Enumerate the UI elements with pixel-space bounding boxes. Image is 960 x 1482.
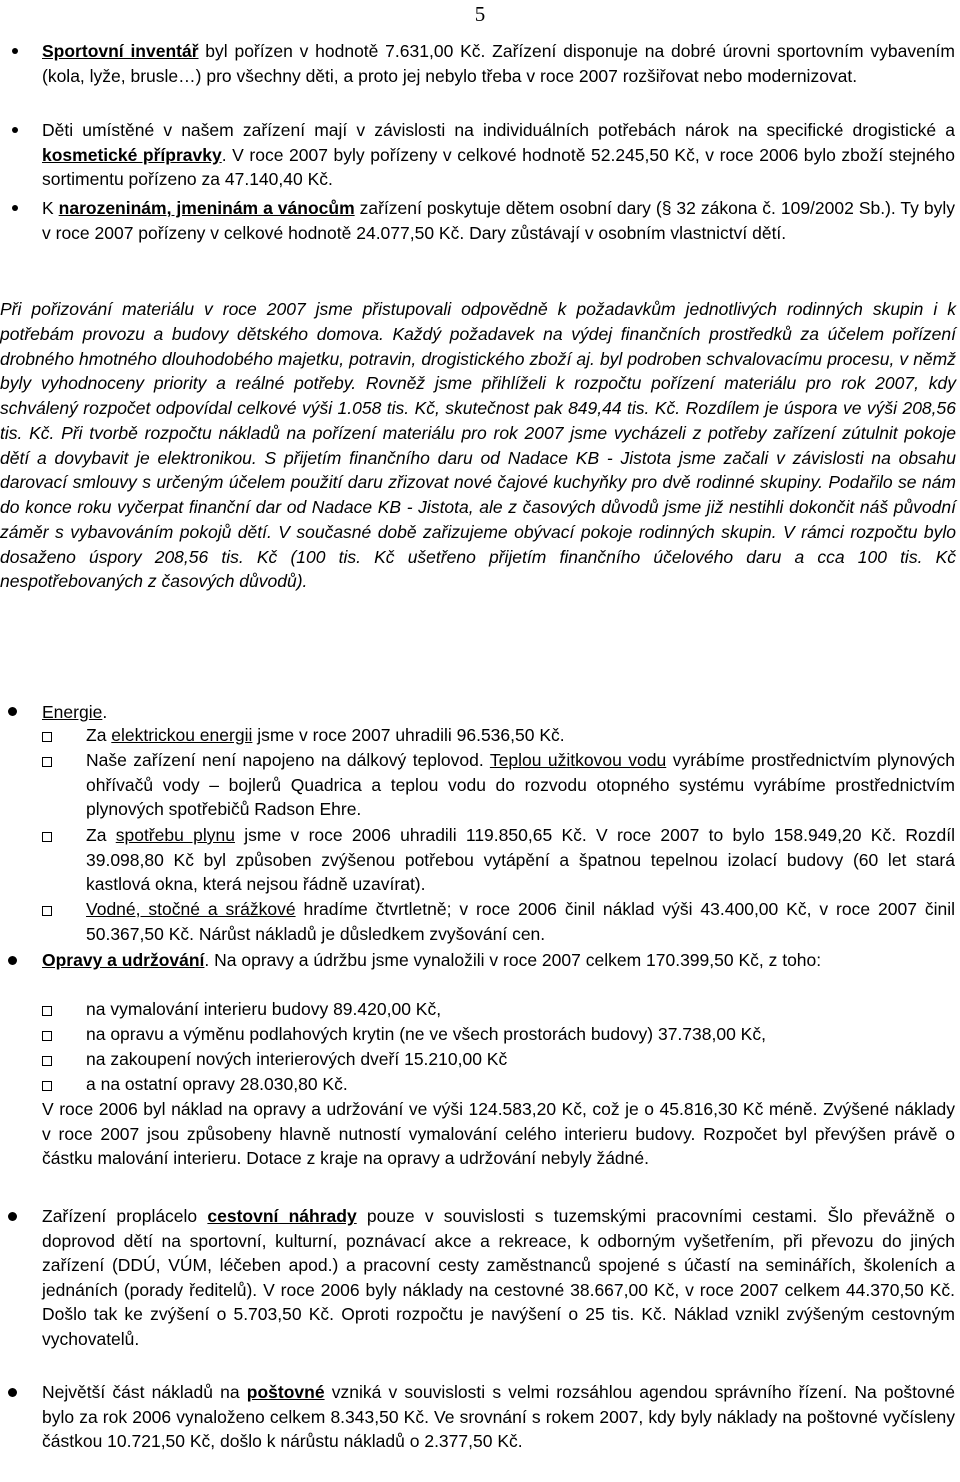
checkbox-icon bbox=[42, 1081, 52, 1091]
energy-item-post: vyrábíme prostřednictvím plynových ohřívačů vody – bojlerů Quadrica a teplou vodu do rozvodu otopného systému vyrábíme prostřednictvím plynových spotřebičů Radson Ehre. bbox=[86, 750, 955, 820]
repairs-item: a na ostatní opravy 28.030,80 Kč. bbox=[86, 1074, 348, 1094]
gifts-paragraph bbox=[42, 196, 955, 245]
italic-paragraph: Při pořizování materiálu v roce 2007 jsme přistupovali odpovědně k požadavkům jednotlivých rodinných skupin i k potřebám provozu a budovy dětského domova. Každý požadavek na výdej finančních prostředků za účelem pořízení drobného hmotného dlouhodobého majetku, potravin, drogistického zboží aj. byl podroben schvalovacímu procesu, v němž byly vyhodnoceny priority a reálné potřeby. Rovněž jsme přihlíželi k rozpočtu pořízení materiálu pro rok 2007, kdy schválený rozpočet odpovídal celkové výši 1.058 tis. Kč, skutečnost pak 849,44 tis. Kč. Rozdílem je úspora ve výši 208,56 tis. Kč. Při tvorbě rozpočtu nákladů na pořízení materiálu pro rok 2007 jsme vycházeli z potřeby zařízení zútulnit pokoje dětí a dovybavit je elektronikou. S přijetím finančního daru od Nadace KB - Jistota jsme začali v závislosti na obsahu darovací smlouvy s určeným účelem použití daru zřizovat nové čajové kuchyňky pro dvě rodinné skupiny. Podařilo se nám do konce roku vyčerpat finanční dar od Nadace KB - Jistota, ale z časových důvodů jsme již nestihli dokončit náš původní záměr s vybavováním pokojů dětí. V současné době zařizujeme obývací pokoje rodinných skupin. V rámci rozpočtu bylo dosaženo úspory 208,56 tis. Kč (100 tis. Kč ušetřeno přijetím finančního účelového daru a cca 100 tis. Kč nespotřebovaných z časových důvodů). bbox=[0, 299, 956, 592]
energy-item-post: jsme v roce 2006 uhradili 119.850,65 Kč. V roce 2007 to bylo 158.949,20 Kč. Rozdíl 39.098,80 Kč byl způsoben zvýšenou potřebou vytápění a špatnou tepelnou izolací budovy (60 let stará kastlová okna, která nejsou řádně uzavírat). bbox=[86, 825, 955, 895]
energy-item-link: elektrickou energii bbox=[111, 725, 253, 745]
repairs-heading bbox=[42, 948, 955, 973]
drugstore-text-a: Děti umístěné v našem zařízení mají v závislosti na individuálních potřebách nárok na specifické drogistické a bbox=[42, 120, 955, 140]
energy-item bbox=[86, 823, 955, 897]
postage-paragraph bbox=[42, 1380, 955, 1454]
checkbox-icon bbox=[42, 832, 52, 842]
repairs-item: na vymalování interieru budovy 89.420,00 Kč, bbox=[86, 999, 442, 1019]
postage-link: poštovné bbox=[246, 1382, 325, 1402]
energy-item-pre: Za bbox=[86, 825, 116, 845]
repairs-outro: V roce 2006 byl náklad na opravy a udržování ve výši 124.583,20 Kč, což je o 45.816,30 Kč méně. Zvýšené náklady v roce 2007 jsou způsobeny hlavně nutností vymalování celého interieru budovy. Rozpočet byl převýšen právě o částku malování interieru. Dotace z kraje na opravy a udržování nebyly žádné. bbox=[42, 1099, 955, 1169]
gifts-text-a: K bbox=[42, 198, 59, 218]
bullet-icon bbox=[8, 1388, 17, 1397]
postage-text-b: vzniká v souvislosti s velmi rozsáhlou agendou správního řízení. Na poštovné bylo za rok 2006 vynaloženo celkem 8.343,50 Kč. Ve srovnání s rokem 2007, kdy byly náklady na poštovné vyčísleny částkou 10.721,50 Kč, došlo k nárůstu nákladů o 2.377,50 Kč. bbox=[42, 1382, 955, 1452]
gifts-link: narozeninám, jmeninám a vánocům bbox=[58, 198, 355, 218]
checkbox-icon bbox=[42, 1056, 52, 1066]
repairs-intro: . Na opravy a údržbu jsme vynaložili v roce 2007 celkem 170.399,50 Kč, z toho: bbox=[204, 950, 822, 970]
repairs-title: Opravy a udržování bbox=[42, 950, 205, 970]
travel-link: cestovní náhrady bbox=[207, 1206, 357, 1226]
checkbox-icon bbox=[42, 757, 52, 767]
bullet-icon bbox=[8, 956, 17, 965]
bullet-icon bbox=[8, 1212, 17, 1221]
energy-item bbox=[86, 748, 955, 822]
energy-heading bbox=[42, 700, 955, 725]
bullet-icon bbox=[12, 205, 18, 211]
energy-item-pre: Naše zařízení není napojeno na dálkový teplovod. bbox=[86, 750, 490, 770]
travel-paragraph bbox=[42, 1204, 955, 1352]
sport-text: byl pořízen v hodnotě 7.631,00 Kč. Zařízení disponuje na dobré úrovni sportovním vybavením (kola, lyže, brusle…) pro všechny děti, a proto jej nebylo třeba v roce 2007 rozšiřovat nebo modernizovat. bbox=[42, 41, 955, 86]
travel-text-b: pouze v souvislosti s tuzemskými pracovními cestami. Šlo převážně o doprovod dětí na sportovní, kulturní, poznávací akce a rekreace, k odborným vyšetřením, při převozu do jiných zařízení (DDÚ, VÚM, léčeben apod.) a pracovní cesty zaměstnanců spojené s účastí na seminářích, školeních a jednáních (porady ředitelů). V roce 2006 byly náklady na cestovné 38.667,00 Kč, v roce 2007 celkem 44.370,50 Kč. Došlo tak ke zvýšení o 5.703,50 Kč. Oproti rozpočtu je navýšení o 25 tis. Kč. Náklad vznikl zvýšeným cestovným vychovatelů. bbox=[42, 1206, 955, 1349]
checkbox-icon bbox=[42, 732, 52, 742]
energy-title: Energie bbox=[42, 702, 103, 722]
sport-title: Sportovní inventář bbox=[42, 41, 199, 61]
drugstore-paragraph bbox=[42, 118, 955, 192]
bullet-icon bbox=[8, 707, 17, 716]
drugstore-link: kosmetické přípravky bbox=[42, 144, 222, 165]
checkbox-icon bbox=[42, 1031, 52, 1041]
energy-item-link: spotřebu plynu bbox=[115, 825, 235, 845]
sport-paragraph bbox=[42, 39, 955, 88]
repairs-item: na opravu a výměnu podlahových krytin (ne ve všech prostorách budovy) 37.738,00 Kč, bbox=[86, 1024, 766, 1044]
repairs-item: na zakoupení nových interierových dveří 15.210,00 Kč bbox=[86, 1049, 508, 1069]
gifts-text-b: zařízení poskytuje dětem osobní dary (§ 32 zákona č. 109/2002 Sb.). Ty byly v roce 2007 pořízeny v celkové hodnotě 24.077,50 Kč. Dary zůstávají v osobním vlastnictví dětí. bbox=[42, 198, 956, 243]
checkbox-icon bbox=[42, 906, 52, 916]
energy-item-post: hradíme čtvrtletně; v roce 2006 činil náklad výši 43.400,00 Kč, v roce 2007 činil 50.367,50 Kč. Nárůst nákladů je důsledkem zvyšování cen. bbox=[86, 899, 955, 944]
energy-item-link: Teplou užitkovou vodu bbox=[489, 750, 667, 770]
postage-text-a: Největší část nákladů na bbox=[42, 1382, 247, 1402]
energy-item bbox=[86, 723, 955, 748]
bullet-icon bbox=[12, 127, 18, 133]
drugstore-text-b: . V roce 2007 byly pořízeny v celkové hodnotě 52.245,50 Kč, v roce 2006 bylo zboží stejného sortimentu pořízeno za 47.140,40 Kč. bbox=[42, 144, 956, 190]
energy-item bbox=[86, 897, 955, 946]
energy-item-post: jsme v roce 2007 uhradili 96.536,50 Kč. bbox=[252, 725, 565, 745]
travel-text-a: Zařízení proplácelo bbox=[42, 1206, 208, 1226]
bullet-icon bbox=[12, 48, 18, 54]
energy-title-suffix: . bbox=[102, 702, 108, 722]
page-number: 5 bbox=[474, 2, 486, 26]
checkbox-icon bbox=[42, 1006, 52, 1016]
energy-item-link: Vodné, stočné a srážkové bbox=[86, 899, 296, 919]
energy-item-pre: Za bbox=[86, 725, 112, 745]
